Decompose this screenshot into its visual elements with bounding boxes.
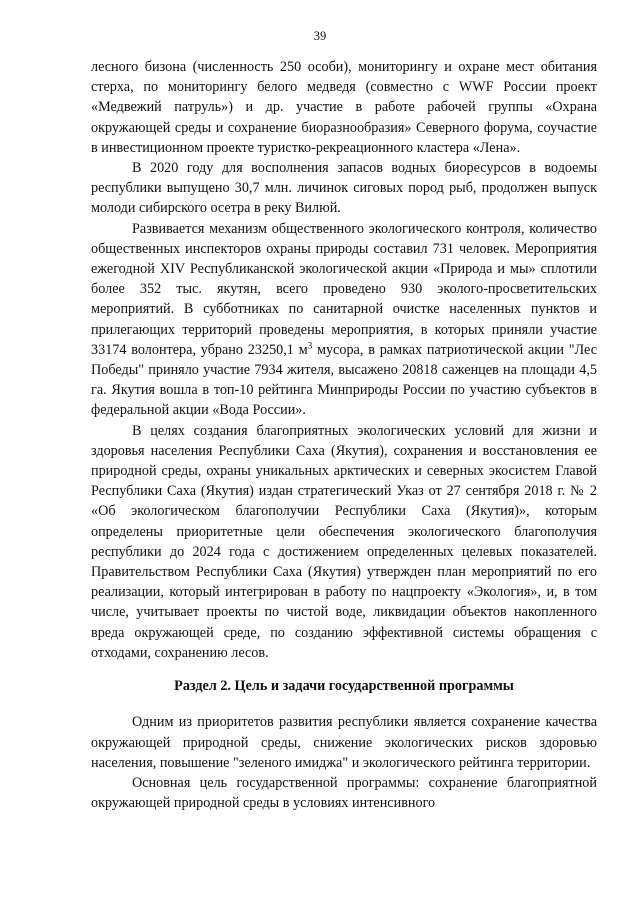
paragraph-decree: В целях создания благоприятных экологических условий для жизни и здоровья населения Республики Саха (Якутия), сохранения и восстановления ее природной среды, охраны уникальных арктических и северных экосистем Главой Республики Саха (Якутия) издан стратегический Указ от 27 сентября 2018 г. № 2 «Об экологическом благополучии Республики Саха (Якутия)», которым определены приоритетные цели обеспечения экологического благополучия республики до 2024 года с достижением определенных целевых показателей. Правительством Республики Саха (Якутия) утвержден план мероприятий по его реализации, который интегрирован в работу по нацпроекту «Экология», и, в том числе, учитывает проекты по чистой воде, ликвидации объектов накопленного вреда окружающей среде, по созданию эффективной системы обращения с отходами, сохранению лесов. [91, 422, 597, 661]
document-body [91, 57, 597, 813]
section-heading: Раздел 2. Цель и задачи государственной программы [174, 678, 514, 695]
cubic-superscript: 3 [307, 340, 313, 351]
paragraph-public-control-text: Развивается механизм общественного экологического контроля, количество общественных инспекторов охраны природы составил 731 человек. Мероприятия ежегодной XIV Республиканской экологической акции «Природа и мы» сплотили более 352 тыс. якутян, всего проведено 930 эколого-просветительских мероприятий. В субботниках по санитарной очистке населенных пунктов и прилегающих территорий проведены мероприятия, в которых приняли участие 33174 волонтера, убрано 23250,1 м [91, 220, 597, 358]
paragraph-bison-continuation: лесного бизона (численность 250 особи), мониторингу и охране мест обитания стерха, по мониторингу белого медведя (совместно с WWF России проект «Медвежий патруль») и др. участие в работе рабочей группы «Охрана окружающей среды и сохранение биоразнообразия» Северного форума, соучастие в инвестиционном проекте туристко-рекреационного кластера «Лена». [91, 59, 597, 156]
paragraph-public-control [91, 219, 597, 421]
paragraph-bioresources: В 2020 году для восполнения запасов водных биоресурсов в водоемы республики выпущено 30,7 млн. личинок сиговых пород рыб, продолжен выпуск молоди сибирского осетра в реку Вилюй. [91, 160, 597, 217]
paragraph-main-goal: Основная цель государственной программы: сохранение благоприятной окружающей природной среды в условиях интенсивного [91, 774, 597, 812]
paragraph-priorities: Одним из приоритетов развития республики является сохранение качества окружающей природной среды, снижение экологических рисков здоровью населения, повышение "зеленого имиджа" и экологического рейтинга территории. [91, 714, 597, 771]
page-number: 39 [313, 29, 327, 43]
paragraph-public-control-rest: мусора, в рамках патриотической акции "Лес Победы" приняло участие 7934 жителя, высажено 20818 саженцев на площади 4,5 га. Якутия вошла в топ-10 рейтинга Минприроды России по участию субъектов в федеральной акции «Вода России». [91, 341, 597, 419]
